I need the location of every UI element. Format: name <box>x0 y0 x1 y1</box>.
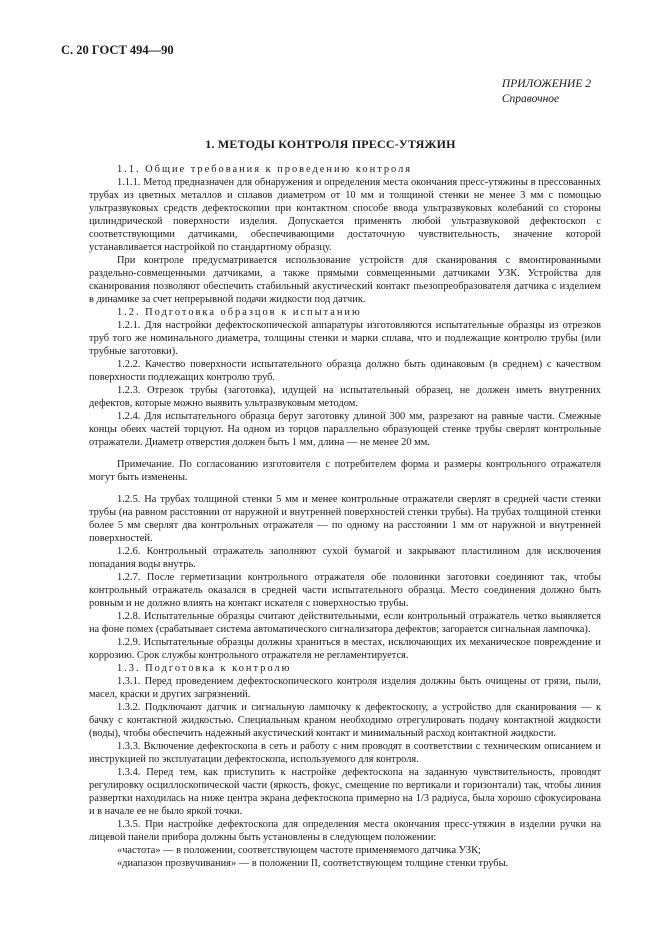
paragraph: 1.2.7. После герметизации контрольного отражателя обе половинки заготовки соединяют так, чтобы контрольный отражатель оказался в средней части испытательного образца. Место соединения должно быть ровным и не должно влиять на контакт искателя с поверхностью трубы. <box>89 572 601 609</box>
subsection-heading: 1.3. Подготовка к контролю <box>117 663 292 674</box>
paragraph: При контроле предусматривается использование устройств для сканирования с вмонтированными раздельно-совмещенными датчиками, а также прямыми совмещенными датчиками УЗК. Устройства для сканирования позволяют обеспечить стабильный акустический контакт пьезопреобразователя датчика с изделием в динамике за счет непрерывной подачи жидкости под датчик. <box>89 255 601 305</box>
page-header: С. 20 ГОСТ 494—90 <box>61 43 174 57</box>
paragraph: 1.2.4. Для испытательного образца берут заготовку длиной 300 мм, разрезают на равные части. Смежные концы обеих частей торцуют. На одном из торцов параллельно образующей стенке трубы сверлят контрольные отражатели. Диаметр отверстия должен быть 1 мм, длина — не менее 20 мм. <box>89 411 601 448</box>
subsection-heading: 1.1. Общие требования к проведению контроля <box>117 164 413 175</box>
paragraph: 1.2.8. Испытательные образцы считают действительными, если контрольный отражатель четко выявляется на фоне помех (срабатывает система автоматического сигнализатора дефектов; загорается сигнальная лампочка). <box>89 611 601 635</box>
appendix-block <box>502 77 591 107</box>
paragraph: 1.2.1. Для настройки дефектоскопической аппаратуры изготовляются испытательные образцы из отрезков труб того же номинального диаметра, толщины стенки и марки сплава, что и подлежащие контролю трубы (или трубные заготовки). <box>89 320 601 357</box>
appendix-label: ПРИЛОЖЕНИЕ 2 <box>501 78 591 90</box>
subsection-heading: 1.2. Подготовка образцов к испытанию <box>117 307 362 318</box>
paragraph: 1.2.2. Качество поверхности испытательного образца должно быть одинаковым (в среднем) с качеством поверхности подлежащих контролю труб. <box>89 359 601 383</box>
paragraph: 1.3.5. При настройке дефектоскопа для определения места окончания пресс-утяжин в изделии ручки на лицевой панели прибора должны быть установлены в следующем положении: <box>89 819 601 843</box>
list-item: «частота» — в положении, соответствующем частоте применяемого датчика УЗК; <box>117 845 481 856</box>
paragraph: 1.2.3. Отрезок трубы (заготовка), идущей на испытательный образец, не должен иметь внутренних дефектов, которые можно выявить ультразвуковым методом. <box>89 385 601 409</box>
section-title: 1. МЕТОДЫ КОНТРОЛЯ ПРЕСС-УТЯЖИН <box>205 137 456 151</box>
document-body <box>89 163 601 870</box>
paragraph: 1.3.4. Перед тем, как приступить к настройке дефектоскопа на заданную чувствительность, проводят регулировку осциллоскопической части (яркость, фокус, смещение по вертикали и горизонтали) так, чтобы линия развертки находилась на ниже центра экрана дефектоскопа примерно на 1/3 радиуса, была хорошо сфокусирована и в начале ее не было яркой точки. <box>89 767 601 817</box>
paragraph: 1.2.9. Испытательные образцы должны храниться в местах, исключающих их механическое повреждение и коррозию. Срок службы контрольного отражателя не регламентируется. <box>89 637 601 661</box>
paragraph: 1.3.3. Включение дефектоскопа в сеть и работу с ним проводят в соответствии с техническим описанием и инструкцией по эксплуатации дефектоскопа, используемого для контроля. <box>89 741 601 765</box>
note-paragraph: Примечание. По согласованию изготовителя с потребителем форма и размеры контрольного отражателя могут быть изменены. <box>89 459 601 483</box>
paragraph: 1.2.5. На трубах толщиной стенки 5 мм и менее контрольные отражатели сверлят в средней части стенки трубы (на равном расстоянии от наружной и внутренней поверхностей стенки трубы). На трубах толщиной стенки более 5 мм сверлят два контрольных отражателя — по одному на расстоянии 1 мм от наружной и внутренней поверхностей. <box>89 494 601 544</box>
paragraph: 1.2.6. Контрольный отражатель заполняют сухой бумагой и закрывают пластилином для исключения попадания воды внутрь. <box>89 546 601 570</box>
list-item: «диапазон прозвучивания» — в положении II, соответствующем толщине стенки трубы. <box>117 858 509 869</box>
paragraph: 1.3.2. Подключают датчик и сигнальную лампочку к дефектоскопу, а устройство для сканирования — к бачку с контактной жидкостью. Специальным краном необходимо отрегулировать подачу контактной жидкости (воды), чтобы обеспечить надежный акустический контакт и минимальный расход контактной жидкости. <box>89 702 601 739</box>
paragraph: 1.3.1. Перед проведением дефектоскопического контроля изделия должны быть очищены от грязи, пыли, масел, краски и других загрязнений. <box>89 676 601 700</box>
appendix-sub: Справочное <box>501 93 560 105</box>
paragraph: 1.1.1. Метод предназначен для обнаружения и определения места окончания пресс-утяжины в прессованных трубах из цветных металлов и сплавов диаметром от 10 мм и толщиной стенки не менее 3 мм с помощью ультразвуковых средств дефектоскопии при контактном способе ввода ультразвуковых колебаний со стороны цилиндрической поверхности изделия. Допускается применять любой ультразвуковой дефектоскоп с соответствующими датчиками, обеспечивающими достаточную чувствительность, значение которой устанавливается настройкой по стандартному образцу. <box>89 177 601 253</box>
